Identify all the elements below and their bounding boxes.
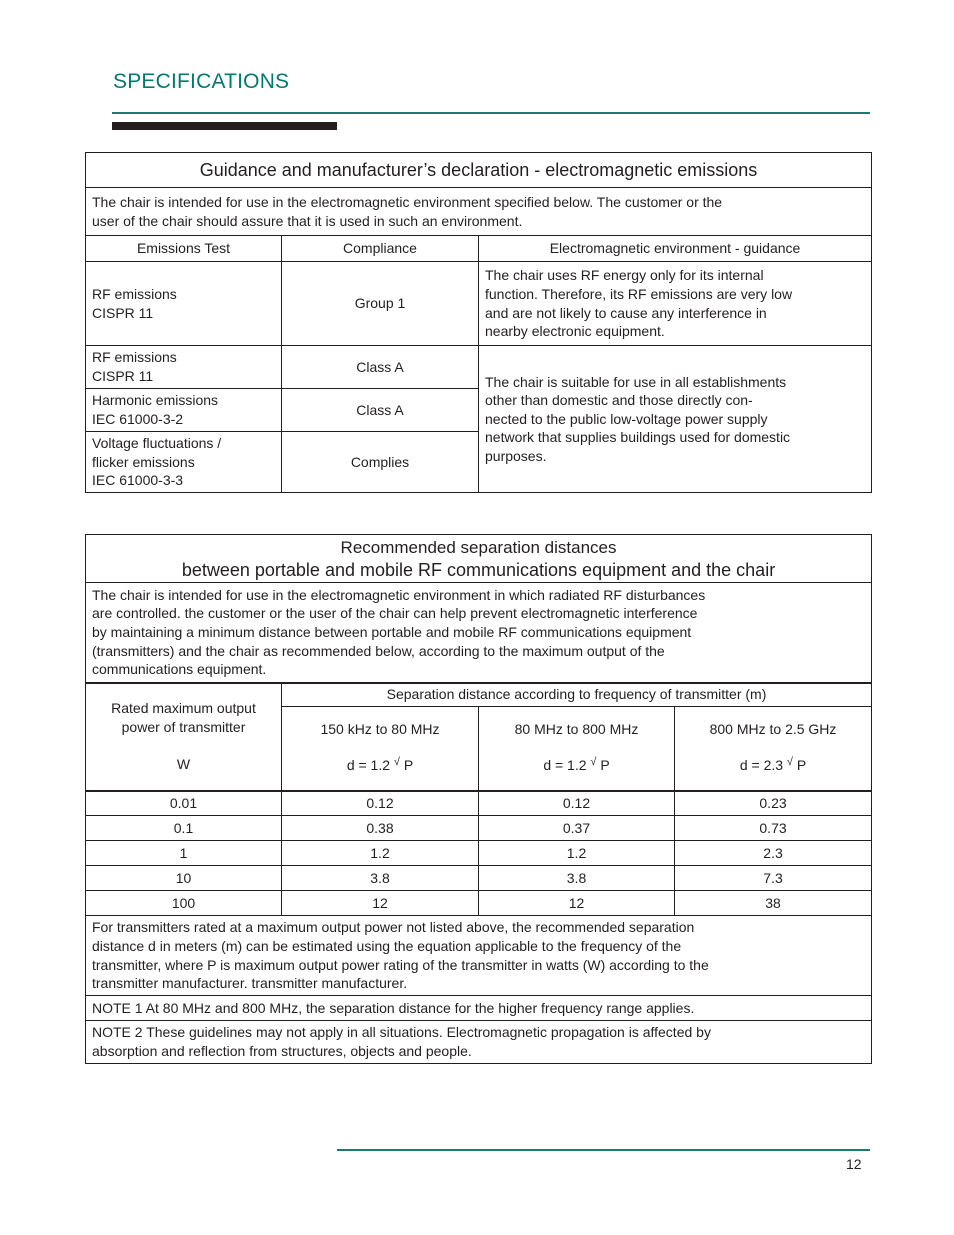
band-formula: d = 2.3 √ P <box>739 756 807 774</box>
compliance-cell: Class A <box>282 389 479 432</box>
compliance-cell: Class A <box>282 346 479 389</box>
guidance-cell-group1: The chair uses RF energy only for its internal function. Therefore, its RF emissions are very low and are not likely to cause any interference in nearby electronic equipment. <box>479 262 872 346</box>
note-1: NOTE 1 At 80 MHz and 800 MHz, the separation distance for the higher frequency range applies. <box>86 996 872 1021</box>
header-rule <box>112 112 870 114</box>
page-title: SPECIFICATIONS <box>113 70 290 93</box>
header-accent-bar <box>112 122 337 130</box>
table-row: 1 1.2 1.2 2.3 <box>86 841 872 866</box>
compliance-cell: Complies <box>282 432 479 493</box>
separation-footnote: For transmitters rated at a maximum output power not listed above, the recommended separation distance d in meters (m) can be estimated using the equation applicable to the frequency of the transmitter, where P is maximum output power rating of the transmitter in watts (W) according to the transmitter manufacturer. transmitter manufacturer. <box>86 916 872 996</box>
compliance-cell: Group 1 <box>282 262 479 346</box>
separation-table <box>85 534 872 1064</box>
page-number: 12 <box>846 1156 862 1172</box>
power-header: Rated maximum output power of transmitter W <box>86 683 282 791</box>
emissions-intro: The chair is intended for use in the electromagnetic environment specified below. The customer or the user of the chair should assure that it is used in such an environment. <box>86 188 872 236</box>
band-header: 150 kHz to 80 MHz d = 1.2 √ P <box>282 707 479 791</box>
header-compliance: Compliance <box>282 236 479 262</box>
separation-intro: The chair is intended for use in the electromagnetic environment in which radiated RF disturbances are controlled. the customer or the user of the chair can help prevent electromagnetic interference by maintaining a minimum distance between portable and mobile RF communications equipment (transmitters) and the chair as recommended below, according to the maximum output of the communications equipment. <box>86 583 872 683</box>
footer-rule <box>337 1149 870 1151</box>
band-formula: d = 1.2 √ P <box>543 756 610 774</box>
table-row: 0.1 0.38 0.37 0.73 <box>86 816 872 841</box>
table-row: 10 3.8 3.8 7.3 <box>86 866 872 891</box>
emissions-table <box>85 152 872 493</box>
emissions-table-title: Guidance and manufacturer’s declaration - electromagnetic emissions <box>86 153 872 188</box>
header-guidance: Electromagnetic environment - guidance <box>479 236 872 262</box>
emissions-test-cell: RF emissions CISPR 11 <box>86 346 282 389</box>
separation-header: Separation distance according to frequency of transmitter (m) <box>282 683 872 707</box>
guidance-cell-classA: The chair is suitable for use in all establishments other than domestic and those directly con- nected to the public low-voltage power supply network that supplies buildings used for domestic purposes. <box>479 346 872 493</box>
emissions-test-cell: RF emissions CISPR 11 <box>86 262 282 346</box>
header-emissions-test: Emissions Test <box>86 236 282 262</box>
emissions-test-cell: Voltage fluctuations / flicker emissions IEC 61000-3-3 <box>86 432 282 493</box>
band-header: 80 MHz to 800 MHz d = 1.2 √ P <box>479 707 675 791</box>
band-formula: d = 1.2 √ P <box>346 756 414 774</box>
note-2: NOTE 2 These guidelines may not apply in all situations. Electromagnetic propagation is affected by absorption and reflection from structures, objects and people. <box>86 1021 872 1064</box>
table-row: 0.01 0.12 0.12 0.23 <box>86 791 872 816</box>
band-header: 800 MHz to 2.5 GHz d = 2.3 √ P <box>675 707 872 791</box>
emissions-test-cell: Harmonic emissions IEC 61000-3-2 <box>86 389 282 432</box>
separation-table-title: Recommended separation distances between portable and mobile RF communications equipment and the chair <box>86 535 872 583</box>
table-row: 100 12 12 38 <box>86 891 872 916</box>
